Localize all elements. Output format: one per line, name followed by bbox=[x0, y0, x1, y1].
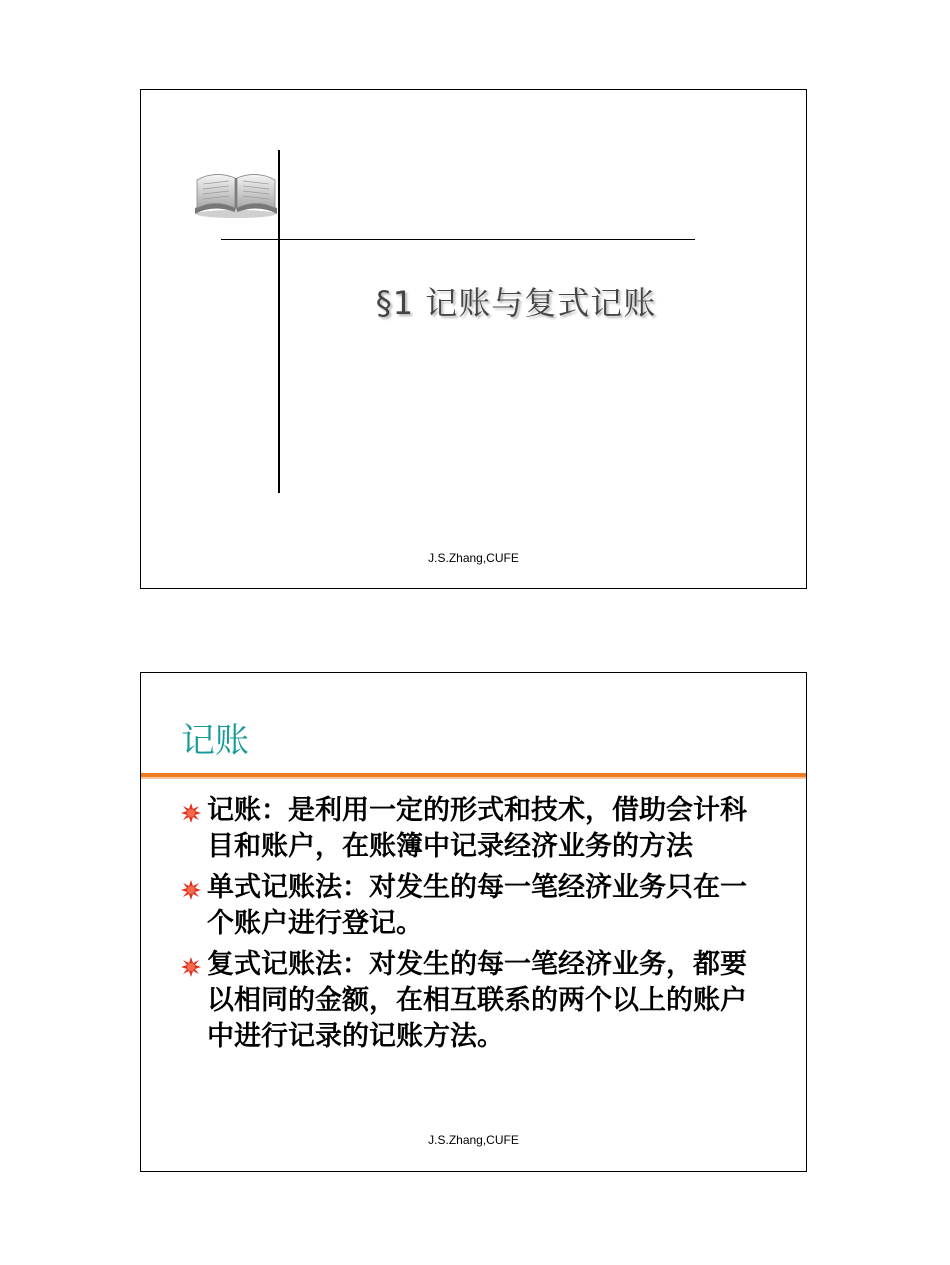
list-item bbox=[181, 947, 761, 1055]
slide-title: 记账 bbox=[181, 721, 249, 761]
slide-title: §1 记账与复式记账 bbox=[375, 284, 657, 322]
bullet-text: 记账：是利用一定的形式和技术，借助会计科目和账户，在账簿中记录经济业务的方法 bbox=[207, 795, 747, 862]
slide-footer: J.S.Zhang,CUFE bbox=[428, 551, 519, 565]
bullet-text: 单式记账法：对发生的每一笔经济业务只在一个账户进行登记。 bbox=[207, 872, 747, 939]
starburst-bullet-icon bbox=[181, 957, 201, 977]
slide-1 bbox=[140, 89, 807, 589]
title-underline-shadow bbox=[141, 777, 806, 779]
list-item bbox=[181, 793, 761, 865]
bullet-list bbox=[181, 793, 761, 1060]
horizontal-rule bbox=[221, 239, 695, 240]
list-item bbox=[181, 870, 761, 942]
bullet-text: 复式记账法：对发生的每一笔经济业务，都要以相同的金额，在相互联系的两个以上的账户中进行记录的记账方法。 bbox=[207, 949, 747, 1052]
slide-2 bbox=[140, 672, 807, 1172]
starburst-bullet-icon bbox=[181, 803, 201, 823]
vertical-rule bbox=[278, 150, 280, 493]
slide-footer: J.S.Zhang,CUFE bbox=[428, 1133, 519, 1147]
open-book-icon bbox=[191, 168, 281, 220]
starburst-bullet-icon bbox=[181, 880, 201, 900]
